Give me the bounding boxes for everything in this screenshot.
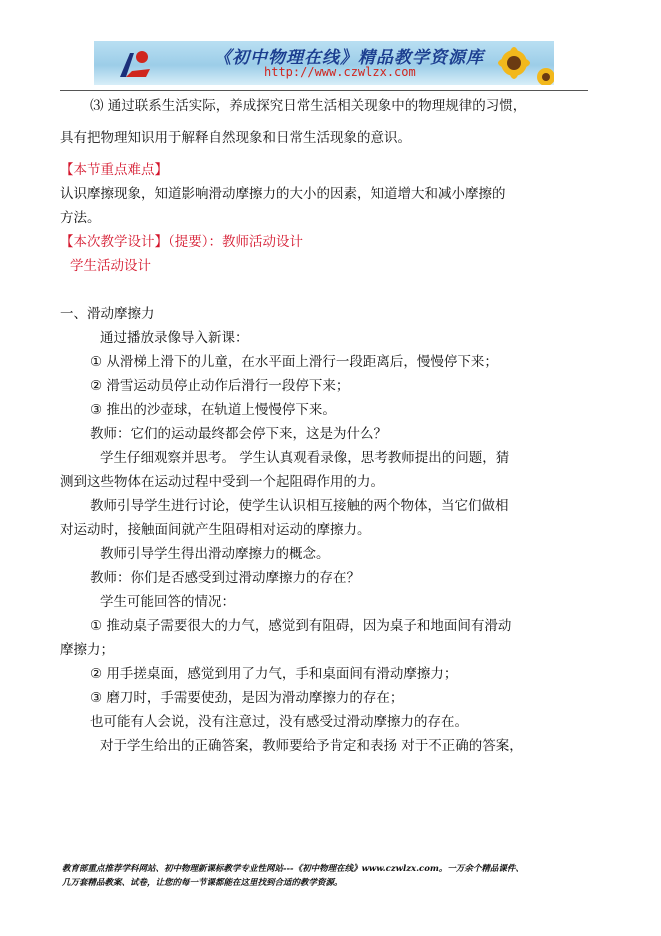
site-logo-icon <box>116 47 156 81</box>
paragraph-objective-3-cont: 具有把物理知识用于解释自然现象和日常生活现象的意识。 <box>60 130 411 146</box>
list-item: 学生仔细观察并思考。 学生认真观看录像，思考教师提出的问题，猜 <box>100 450 510 466</box>
heading-design-student: 学生活动设计 <box>70 258 151 274</box>
paragraph-objective-3: ⑶ 通过联系生活实际，养成探究日常生活相关现象中的物理规律的习惯， <box>90 98 527 114</box>
list-item: ③ 磨刀时，手需要使劲，是因为滑动摩擦力的存在； <box>90 690 404 706</box>
header-rule <box>60 90 588 91</box>
heading-design: 【本次教学设计】（提要）：教师活动设计 <box>60 234 303 250</box>
list-item: 对于学生给出的正确答案，教师要给予肯定和表扬 对于不正确的答案， <box>100 738 523 754</box>
heading-key-points: 【本节重点难点】 <box>60 162 168 178</box>
list-item: 测到这些物体在运动过程中受到一个起阻碍作用的力。 <box>60 474 384 490</box>
banner-title: 《初中物理在线》精品教学资源库 <box>214 48 484 68</box>
header-banner <box>94 41 554 85</box>
banner-url: http://www.czwlzx.com <box>264 65 416 79</box>
footer-line-2: 几万套精品教案、试卷，让您的每一节课都能在这里找到合适的教学资源。 <box>62 878 343 888</box>
list-item: 对运动时，接触面间就产生阻碍相对运动的摩擦力。 <box>60 522 371 538</box>
paragraph-key-points: 认识摩擦现象，知道影响滑动摩擦力的大小的因素，知道增大和减小摩擦的 <box>60 186 506 202</box>
list-item: ③ 推出的沙壶球，在轨道上慢慢停下来。 <box>90 402 336 418</box>
list-item: ① 推动桌子需要很大的力气，感觉到有阻碍，因为桌子和地面间有滑动 <box>90 618 512 634</box>
list-item: 教师引导学生得出滑动摩擦力的概念。 <box>100 546 330 562</box>
list-item: 也可能有人会说，没有注意过，没有感受过滑动摩擦力的存在。 <box>90 714 468 730</box>
list-item: 教师：你们是否感受到过滑动摩擦力的存在？ <box>90 570 360 586</box>
document-body <box>60 94 588 758</box>
sunflower-icon <box>484 41 554 85</box>
list-item: 学生可能回答的情况： <box>100 594 235 610</box>
footer-line-1: 教育部重点推荐学科网站、初中物理新课标教学专业性网站---《初中物理在线》www.czwlzx.com。一万余个精品课件、 <box>62 864 524 874</box>
page-footer <box>62 862 592 890</box>
list-item: 教师：它们的运动最终都会停下来，这是为什么？ <box>90 426 387 442</box>
list-item: ① 从滑梯上滑下的儿童，在水平面上滑行一段距离后，慢慢停下来； <box>90 354 498 370</box>
list-item: ② 用手搓桌面，感觉到用了力气，手和桌面间有滑动摩擦力； <box>90 666 458 682</box>
list-item: 摩擦力； <box>60 642 114 658</box>
paragraph-key-points-cont: 方法。 <box>60 210 101 226</box>
section-title-sliding-friction: 一、滑动摩擦力 <box>60 306 155 322</box>
list-item: 教师引导学生进行讨论，使学生认识相互接触的两个物体，当它们做相 <box>90 498 509 514</box>
list-item: 通过播放录像导入新课： <box>100 330 249 346</box>
list-item: ② 滑雪运动员停止动作后滑行一段停下来； <box>90 378 350 394</box>
